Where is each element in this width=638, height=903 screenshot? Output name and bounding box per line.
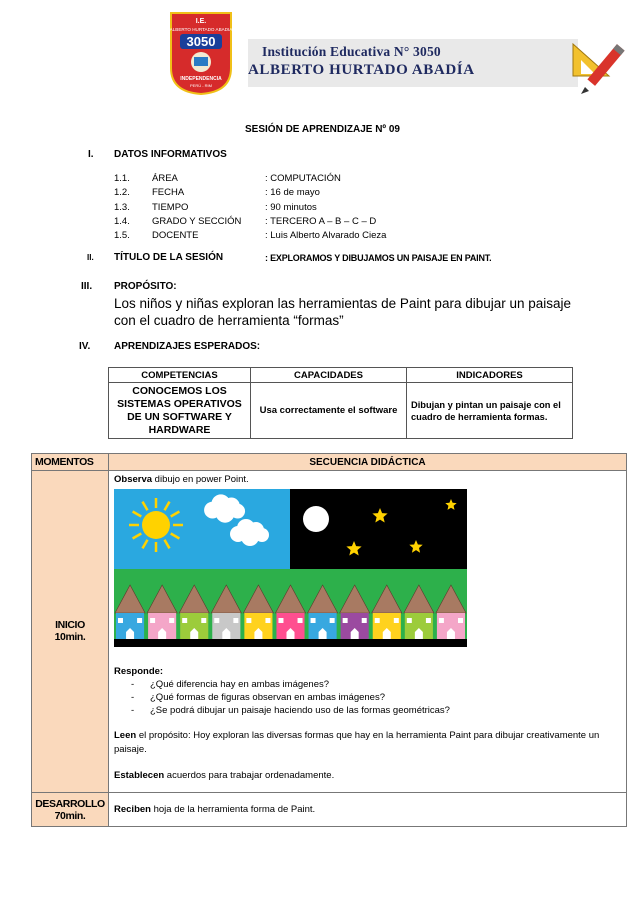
house-window (458, 618, 463, 623)
section1-number: I. (88, 149, 94, 160)
session-title: SESIÓN DE APRENDIZAJE Nº 09 (245, 124, 400, 135)
datos-row-label: ÁREA (152, 173, 178, 184)
logo-motto: INDEPENDENCIA (180, 76, 222, 82)
house-window (233, 618, 238, 623)
section3-number: III. (81, 281, 93, 292)
desarrollo-name: DESARROLLO (35, 797, 105, 810)
indicador-cell: Dibujan y pintan un paisaje con el cuadro de herramienta formas. (407, 383, 573, 439)
responde-label: Responde: (114, 666, 164, 677)
house-window (311, 618, 316, 623)
desarrollo-content-cell (109, 793, 627, 827)
datos-row-label: TIEMPO (152, 201, 189, 213)
question-text: ¿Qué formas de figuras observan en ambas imágenes? (150, 692, 385, 703)
establecen-paragraph (114, 769, 622, 782)
section1-title: DATOS INFORMATIVOS (114, 149, 227, 160)
datos-row-value: : TERCERO A – B – C – D (265, 215, 377, 227)
section4-title: APRENDIZAJES ESPERADOS: (114, 341, 261, 352)
house-window (375, 618, 380, 623)
observa-text: dibujo en power Point. (152, 474, 249, 485)
datos-row (114, 215, 386, 229)
establecen-bold: Establecen (114, 770, 165, 781)
house-window (330, 618, 335, 623)
house-window (439, 618, 444, 623)
moon-icon (303, 506, 329, 532)
datos-row-label: GRADO Y SECCIÓN (152, 215, 242, 227)
question-item (131, 678, 622, 691)
observa-line (114, 473, 622, 486)
inicio-moment-cell (32, 471, 109, 793)
secuencia-table (31, 453, 627, 827)
house-window (201, 618, 206, 623)
reciben-text: hoja de la herramienta forma de Paint. (150, 804, 316, 815)
reciben-bold: Reciben (114, 804, 151, 815)
house-window (426, 618, 431, 623)
datos-row (114, 186, 386, 200)
leen-text: el propósito: Hoy exploran las diversas formas que hay en la herramienta Paint para dibujar creativamente un paisaje. (114, 730, 600, 755)
section2-title: TÍTULO DE LA SESIÓN (114, 252, 224, 263)
leen-bold: Leen (114, 730, 137, 741)
logo-number: 3050 (186, 34, 216, 49)
question-text: ¿Se podrá dibujar un paisaje haciendo uso de las formas geométricas? (150, 705, 450, 716)
inicio-content-cell (109, 471, 627, 793)
house-window (298, 618, 303, 623)
section2-value: : EXPLORAMOS Y DIBUJAMOS UN PAISAJE EN PAINT. (265, 253, 492, 263)
capacidad-cell: Usa correctamente el software (251, 383, 407, 439)
datos-row-label: FECHA (152, 187, 185, 199)
datos-row-number: 1.3. (114, 201, 130, 213)
house-window (407, 618, 412, 623)
datos-informativos-list (114, 172, 386, 243)
datos-row (114, 172, 386, 186)
house-window (182, 618, 187, 623)
question-item (131, 704, 622, 717)
house-window (118, 618, 123, 623)
aprendizajes-table (108, 367, 573, 439)
section3-title: PROPÓSITO: (114, 281, 177, 292)
house-window (214, 618, 219, 623)
section2-number: II. (87, 253, 94, 262)
datos-row-value: : COMPUTACIÓN (265, 173, 341, 184)
day-night-landscape (114, 489, 467, 647)
sun-icon (142, 511, 170, 539)
house-window (137, 618, 142, 623)
datos-row (114, 229, 386, 243)
institution-line2: ALBERTO HURTADO ABADÍA (248, 62, 475, 78)
question-bullet: - (131, 705, 135, 716)
institution-line1: Institución Educativa N° 3050 (262, 44, 441, 59)
desarrollo-moment-cell (32, 793, 109, 827)
header-secuencia: SECUENCIA DIDÁCTICA (109, 454, 627, 471)
aprendizajes-row (109, 383, 573, 439)
question-bullet: - (131, 679, 135, 690)
header-competencias: COMPETENCIAS (109, 368, 251, 383)
house-window (265, 618, 270, 623)
house-window (169, 618, 174, 623)
logo-city: PERÚ - RIM (190, 83, 212, 88)
datos-row (114, 201, 386, 215)
observa-bold: Observa (114, 474, 153, 485)
datos-row-number: 1.4. (114, 215, 130, 227)
question-text: ¿Qué diferencia hay en ambas imágenes? (150, 679, 330, 690)
establecen-text: acuerdos para trabajar ordenadamente. (164, 770, 335, 781)
competencia-cell: CONOCEMOS LOS SISTEMAS OPERATIVOS DE UN SOFTWARE Y HARDWARE (109, 383, 251, 439)
inicio-time: 10min. (54, 631, 86, 643)
datos-row-value: : 90 minutos (265, 201, 317, 213)
school-logo (168, 10, 234, 96)
inicio-name: INICIO (55, 619, 85, 631)
header-capacidades: CAPACIDADES (251, 368, 407, 383)
header-indicadores: INDICADORES (407, 368, 573, 383)
datos-row-number: 1.2. (114, 187, 130, 199)
ground-strip (114, 639, 467, 647)
leen-paragraph (114, 729, 622, 757)
datos-row-value: : 16 de mayo (265, 187, 320, 199)
questions-list (114, 678, 622, 717)
section4-number: IV. (79, 341, 91, 352)
house-window (362, 618, 367, 623)
question-bullet: - (131, 692, 135, 703)
inicio-row (32, 471, 627, 793)
desarrollo-row (32, 793, 627, 827)
proposito-text: Los niños y niñas exploran las herramientas de Paint para dibujar un paisaje con el cuadro de herramienta “formas” (114, 296, 572, 328)
ruler-pencil-icon (567, 34, 629, 96)
secuencia-header-row (32, 454, 627, 471)
logo-ie: I.E. (195, 18, 207, 25)
datos-row-label: DOCENTE (152, 230, 199, 242)
question-item (131, 691, 622, 704)
datos-row-number: 1.1. (114, 173, 130, 184)
datos-row-value: : Luis Alberto Alvarado Cieza (265, 230, 387, 242)
aprendizajes-header-row (109, 368, 573, 383)
logo-arc: ALBERTO HURTADO ABADIA (169, 27, 233, 32)
datos-row-number: 1.5. (114, 230, 130, 242)
desarrollo-time: 70min. (54, 809, 86, 822)
house-window (394, 618, 399, 623)
house-window (150, 618, 155, 623)
house-window (278, 618, 283, 623)
house-window (343, 618, 348, 623)
header-momentos: MOMENTOS (32, 454, 109, 471)
house-window (246, 618, 251, 623)
